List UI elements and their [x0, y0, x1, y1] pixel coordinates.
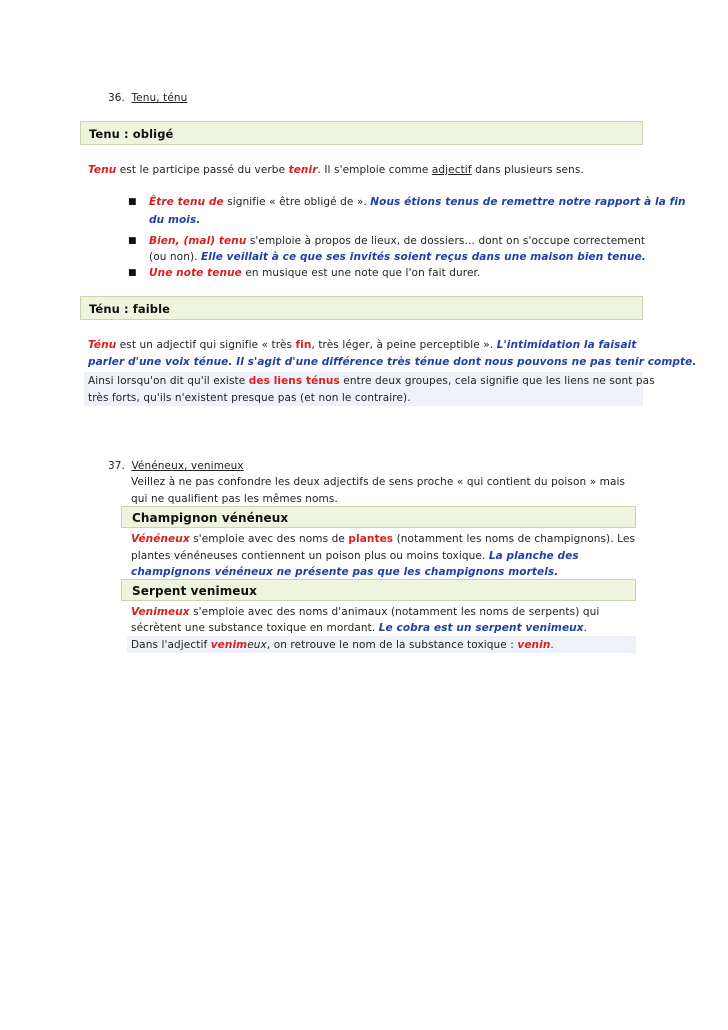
text: .: [583, 622, 588, 634]
text: (ou non).: [149, 251, 202, 263]
item-36-heading: [108, 90, 187, 106]
section-header-text: Tenu : obligé: [89, 127, 174, 141]
text: dans plusieurs sens.: [471, 164, 584, 176]
term-veneneux: Vénéneux: [131, 533, 190, 545]
term: Bien, (mal) tenu: [149, 235, 247, 247]
bullet-1-line-1: [149, 194, 686, 210]
text: s'emploie avec des noms d'animaux (notamment les noms de serpents) qui: [189, 606, 600, 618]
section-header-text: Serpent venimeux: [132, 584, 258, 598]
section-header-champignon: [121, 506, 636, 528]
text: Veillez à ne pas confondre les deux adjectifs de sens proche « qui contient du poison » mais: [131, 476, 626, 488]
text: .: [550, 639, 554, 651]
text: s'emploie à propos de lieux, de dossiers… dont on s'occupe correctement: [246, 235, 646, 247]
text: , très léger, à peine perceptible ».: [311, 339, 497, 351]
text: en musique est une note que l'on fait durer.: [241, 267, 481, 279]
tenu-intro-paragraph: [88, 162, 584, 178]
tenu2-line-2: [88, 354, 696, 370]
text: (notamment les noms de champignons). Les: [393, 533, 636, 545]
item-37-intro-2: [131, 491, 338, 507]
section-header-text: Ténu : faible: [89, 302, 171, 316]
bullet-2-line-2: [149, 249, 646, 265]
term-eux: eux: [247, 639, 267, 651]
example: champignons vénéneux ne présente pas que les champignons mortels.: [131, 566, 559, 578]
example: du mois.: [149, 214, 201, 226]
example: L'intimidation la faisait: [496, 339, 637, 351]
term-venimeux: Venimeux: [131, 606, 190, 618]
adjectif-link: adjectif: [431, 164, 472, 176]
section-header-tenu-faible: [80, 296, 643, 320]
text: entre deux groupes, cela signifie que les liens ne sont pas: [339, 375, 655, 387]
veneneux-line-1: [131, 531, 635, 547]
term-venim: venim: [210, 639, 248, 651]
term-venin: venin: [517, 639, 551, 651]
veneneux-line-2: [131, 548, 579, 564]
term: Être tenu de: [149, 196, 224, 208]
text: Ainsi lorsqu'on dit qu'il existe: [88, 375, 249, 387]
venimeux-line-1: [131, 604, 599, 620]
text: est un adjectif qui signifie « très: [116, 339, 296, 351]
item-37-intro-1: [131, 474, 625, 490]
term-tenir: tenir: [288, 164, 318, 176]
text: s'emploie avec des noms de: [189, 533, 349, 545]
text: sécrètent une substance toxique en mordant.: [131, 622, 379, 634]
example: parler d'une voix ténue. Il s'agit d'une différence très ténue dont nous pouvons ne pas tenir compte.: [88, 356, 697, 368]
bullet-1-line-2: [149, 212, 200, 228]
veneneux-line-3: [131, 564, 558, 580]
term-tenu: Tenu: [88, 164, 117, 176]
item-title: Vénéneux, venimeux: [131, 460, 244, 472]
text: plantes vénéneuses contiennent un poison plus ou moins toxique.: [131, 550, 489, 562]
bullet-icon: ■: [128, 236, 137, 246]
term-plantes: plantes: [348, 533, 394, 545]
tenu2-line-3: [88, 373, 655, 389]
bullet-2-line-1: [149, 233, 645, 249]
venimeux-line-2: [131, 620, 587, 636]
bullet-3-line-1: [149, 265, 480, 281]
text: Dans l'adjectif: [131, 639, 211, 651]
item-37-heading: [108, 458, 244, 474]
section-header-tenu-oblige: [80, 121, 643, 145]
term-tenu: Ténu: [88, 339, 117, 351]
item-title: Tenu, ténu: [131, 92, 188, 104]
bullet-icon: ■: [128, 268, 137, 278]
example: Le cobra est un serpent venimeux: [378, 622, 584, 634]
example: Nous étions tenus de remettre notre rapport à la fin: [370, 196, 686, 208]
text: qui ne qualifient pas les mêmes noms.: [131, 493, 338, 505]
term-fin: fin: [295, 339, 312, 351]
text: très forts, qu'ils n'existent presque pas (et non le contraire).: [88, 392, 411, 404]
section-header-text: Champignon vénéneux: [132, 511, 289, 525]
item-number: 37.: [108, 460, 125, 472]
tenu2-line-4: [88, 390, 411, 406]
example: La planche des: [488, 550, 579, 562]
term: Une note tenue: [149, 267, 242, 279]
term-liens-tenus: des liens ténus: [248, 375, 340, 387]
text: , on retrouve le nom de la substance toxique :: [266, 639, 518, 651]
tenu2-line-1: [88, 337, 636, 353]
example: Elle veillait à ce que ses invités soient reçus dans une maison bien tenue.: [201, 251, 646, 263]
section-header-serpent: [121, 579, 636, 601]
text: signifie « être obligé de ».: [223, 196, 371, 208]
text: est le participe passé du verbe: [116, 164, 289, 176]
bullet-icon: ■: [128, 197, 137, 207]
item-number: 36.: [108, 92, 125, 104]
venimeux-line-3: [131, 637, 554, 653]
text: . Il s'emploie comme: [317, 164, 432, 176]
